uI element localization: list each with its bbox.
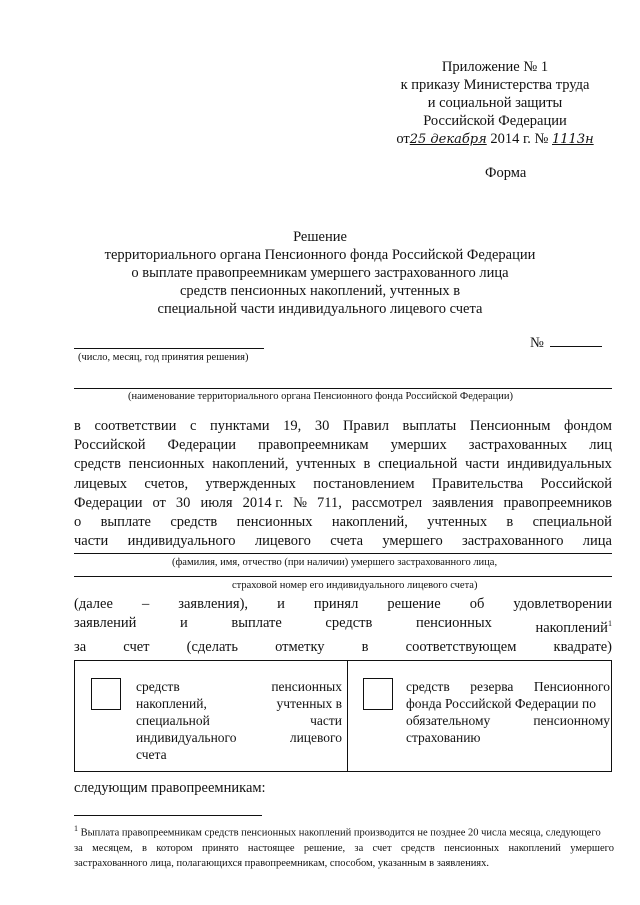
paragraph-line (74, 595, 612, 614)
word: № (293, 494, 308, 511)
word: настоящее (247, 842, 295, 854)
word: Правительства (431, 475, 524, 492)
number-sign: № (530, 335, 544, 351)
paragraph-decision (74, 595, 612, 657)
word: части (310, 713, 342, 728)
appendix-order-ref: к приказу Министерства труда (400, 77, 590, 93)
option-reserve-fund (406, 678, 610, 746)
word: 19, (283, 418, 302, 434)
word: фондом (564, 418, 612, 434)
option-line (136, 746, 342, 763)
word: принял (313, 596, 359, 612)
word: индивидуального (127, 533, 236, 550)
appendix-country: Российской Федерации (423, 113, 567, 129)
word: страхованию (406, 730, 481, 745)
word: Российской (540, 475, 612, 492)
word: (далее (74, 596, 113, 612)
paragraph-line (74, 638, 612, 657)
closing-text: следующим правопреемникам: (74, 780, 266, 796)
word: счетов, (144, 475, 189, 492)
word: 2014 г. (242, 494, 284, 511)
word: об (469, 596, 485, 612)
word: утвержденных (205, 475, 296, 492)
word: в (506, 514, 514, 531)
word: умершего (382, 533, 443, 550)
paragraph-line (74, 475, 612, 494)
handwritten-order-number: 1113н (552, 132, 594, 147)
checkbox-pension-savings[interactable] (91, 678, 121, 710)
word: за (74, 842, 83, 854)
word: в (142, 842, 148, 854)
word: правопреемников (503, 494, 612, 511)
appendix-number: Приложение № 1 (441, 59, 549, 75)
title-line-3: о выплате правопреемникам умершего застрахованного лица (131, 265, 509, 281)
word: в (74, 418, 81, 434)
order-date-line (395, 130, 595, 149)
word: Пенсионного (533, 679, 610, 694)
word: счета (330, 533, 364, 550)
word: части (465, 456, 500, 473)
appendix-ministry: и социальной защиты (427, 95, 563, 111)
word: за (74, 639, 87, 656)
word: постановлением (313, 475, 415, 492)
word: умерших (390, 437, 447, 454)
option-line (406, 712, 610, 729)
checkbox-reserve-fund[interactable] (363, 678, 393, 710)
word: за (354, 842, 364, 854)
organ-caption: (наименование территориального органа Пенсионного фонда Российской Федерации) (128, 391, 514, 402)
option-line (136, 695, 342, 712)
word: Пенсионным (469, 418, 551, 434)
paragraph-line (74, 417, 612, 436)
word: пенсионных (128, 456, 205, 473)
form-label: Форма (485, 165, 527, 181)
word: 30 (314, 418, 330, 434)
title-line-4: средств пенсионных накоплений, учтенных в (179, 283, 461, 299)
word: средств (400, 842, 435, 854)
word: учтенных в (276, 696, 342, 711)
word: накоплений (508, 842, 561, 854)
snils-caption: страховой номер его индивидуального лицевого счета) (232, 580, 478, 591)
date-prefix: от (396, 131, 410, 147)
word: отметку (275, 639, 325, 656)
option-line (136, 729, 342, 746)
paragraph-line (74, 614, 612, 638)
word: застрахованного (462, 533, 564, 550)
word: обязательному (406, 713, 491, 728)
word: в (361, 639, 369, 656)
paragraph-line (74, 436, 612, 455)
word: соответствующем (405, 639, 517, 656)
word: части (74, 533, 109, 550)
word: Федерации (74, 494, 143, 511)
title-decision: Решение (293, 229, 347, 245)
word: заявлений (74, 615, 137, 632)
word: заявления), (178, 596, 249, 612)
word: Правил (342, 418, 389, 434)
title-line-5: специальной части индивидуального лицевого счета (157, 301, 483, 317)
decision-number (530, 333, 602, 352)
footnote-text-1 (74, 821, 601, 841)
footnote-ref: 1 (607, 619, 612, 629)
word: с (189, 418, 197, 434)
word: счет (123, 639, 150, 656)
order-year: 2014 г. № (490, 131, 549, 147)
word: (сделать (186, 639, 238, 656)
word: учтенных (427, 514, 488, 531)
options-divider (347, 660, 348, 772)
word: лицевого (289, 730, 342, 745)
word: счет (372, 842, 392, 854)
word: квадрате) (553, 639, 612, 656)
snils-field-line (74, 576, 612, 577)
date-caption: (число, месяц, год принятия решения) (78, 352, 249, 363)
word: средств (406, 679, 450, 694)
option-line (406, 729, 610, 746)
word: выплате (231, 615, 282, 632)
word: удовлетворении (513, 596, 612, 612)
option-line (136, 678, 342, 695)
word: средств (74, 456, 121, 473)
word: Федерации (167, 437, 237, 454)
word: от (152, 494, 166, 511)
title-line-2: территориального органа Пенсионного фонда Российской Федерации (104, 247, 536, 263)
word: месяцем, (92, 842, 133, 854)
paragraph-line (74, 494, 612, 513)
word: 711, (317, 494, 342, 511)
word: о (74, 514, 82, 531)
option-pension-savings (136, 678, 342, 763)
footnote-line (74, 841, 614, 856)
document-title (90, 228, 550, 318)
word: средств (325, 615, 373, 632)
word: умершего (570, 842, 614, 854)
name-caption: (фамилия, имя, отчество (при наличии) умершего застрахованного лица, (172, 557, 498, 568)
number-field-line (550, 333, 602, 347)
word: соответствии (94, 418, 177, 434)
footnote-line-3: застрахованного лица, полагающихся правопреемникам, способом, указанным в заявлениях. (74, 857, 490, 869)
word: июля (200, 494, 233, 511)
word: пенсионных (271, 679, 342, 694)
word: накоплений$^1$ (535, 619, 612, 637)
paragraph-main (74, 417, 612, 551)
word: и (277, 596, 285, 612)
paragraph-line (74, 513, 612, 532)
word: накоплений, (212, 456, 289, 473)
option-line (406, 678, 610, 695)
word: – (141, 596, 150, 612)
word: накоплений, (136, 696, 207, 711)
word: лицевого (254, 533, 311, 550)
word: пенсионных (236, 514, 313, 531)
word: правопреемникам (258, 437, 369, 454)
handwritten-date: 25 декабря (409, 132, 487, 147)
word: специальной (532, 514, 612, 531)
word: пунктами (210, 418, 270, 434)
footnote-separator (74, 815, 262, 816)
word: специальной (136, 713, 210, 728)
word: Российской (74, 437, 146, 454)
word: рассмотрел (351, 494, 423, 511)
word: лицевых (74, 475, 128, 492)
word: пенсионных (415, 615, 492, 632)
date-field-line (74, 348, 264, 349)
word: котором (156, 842, 193, 854)
word: средств (170, 514, 218, 531)
word: учтенных (296, 456, 356, 473)
word: пенсионных (444, 842, 500, 854)
word: индивидуального (136, 730, 237, 745)
word: накоплений, (331, 514, 408, 531)
footnote-line-1: Выплата правопреемникам средств пенсионных накоплений производится не позднее 20 числа месяца, следующего (80, 827, 601, 839)
word: принято (201, 842, 239, 854)
word: резерва (470, 679, 514, 694)
word: заявления (432, 494, 494, 511)
word: лица (582, 533, 612, 550)
footnote-line (74, 821, 614, 841)
word: фонда Российской Федерации по (406, 696, 596, 711)
word: лиц (589, 437, 612, 454)
option-line (136, 712, 342, 729)
word: пенсионному (533, 713, 610, 728)
word: и (180, 615, 188, 632)
paragraph-line (74, 532, 612, 551)
appendix-header (395, 58, 595, 149)
word: счета (136, 747, 167, 762)
organ-field-line (74, 388, 612, 389)
word: решение, (303, 842, 346, 854)
paragraph-line (74, 455, 612, 474)
word: специальной (378, 456, 458, 473)
word: застрахованных (468, 437, 568, 454)
word: средств (136, 679, 180, 694)
name-field-line (74, 553, 612, 554)
option-line (406, 695, 610, 712)
word: 30 (175, 494, 191, 511)
footnote (74, 821, 614, 871)
word: индивидуальных (507, 456, 612, 473)
word: выплате (100, 514, 151, 531)
word: в (363, 456, 371, 473)
word: выплаты (402, 418, 457, 434)
word: решение (387, 596, 441, 612)
footnote-marker: 1 (74, 824, 78, 833)
